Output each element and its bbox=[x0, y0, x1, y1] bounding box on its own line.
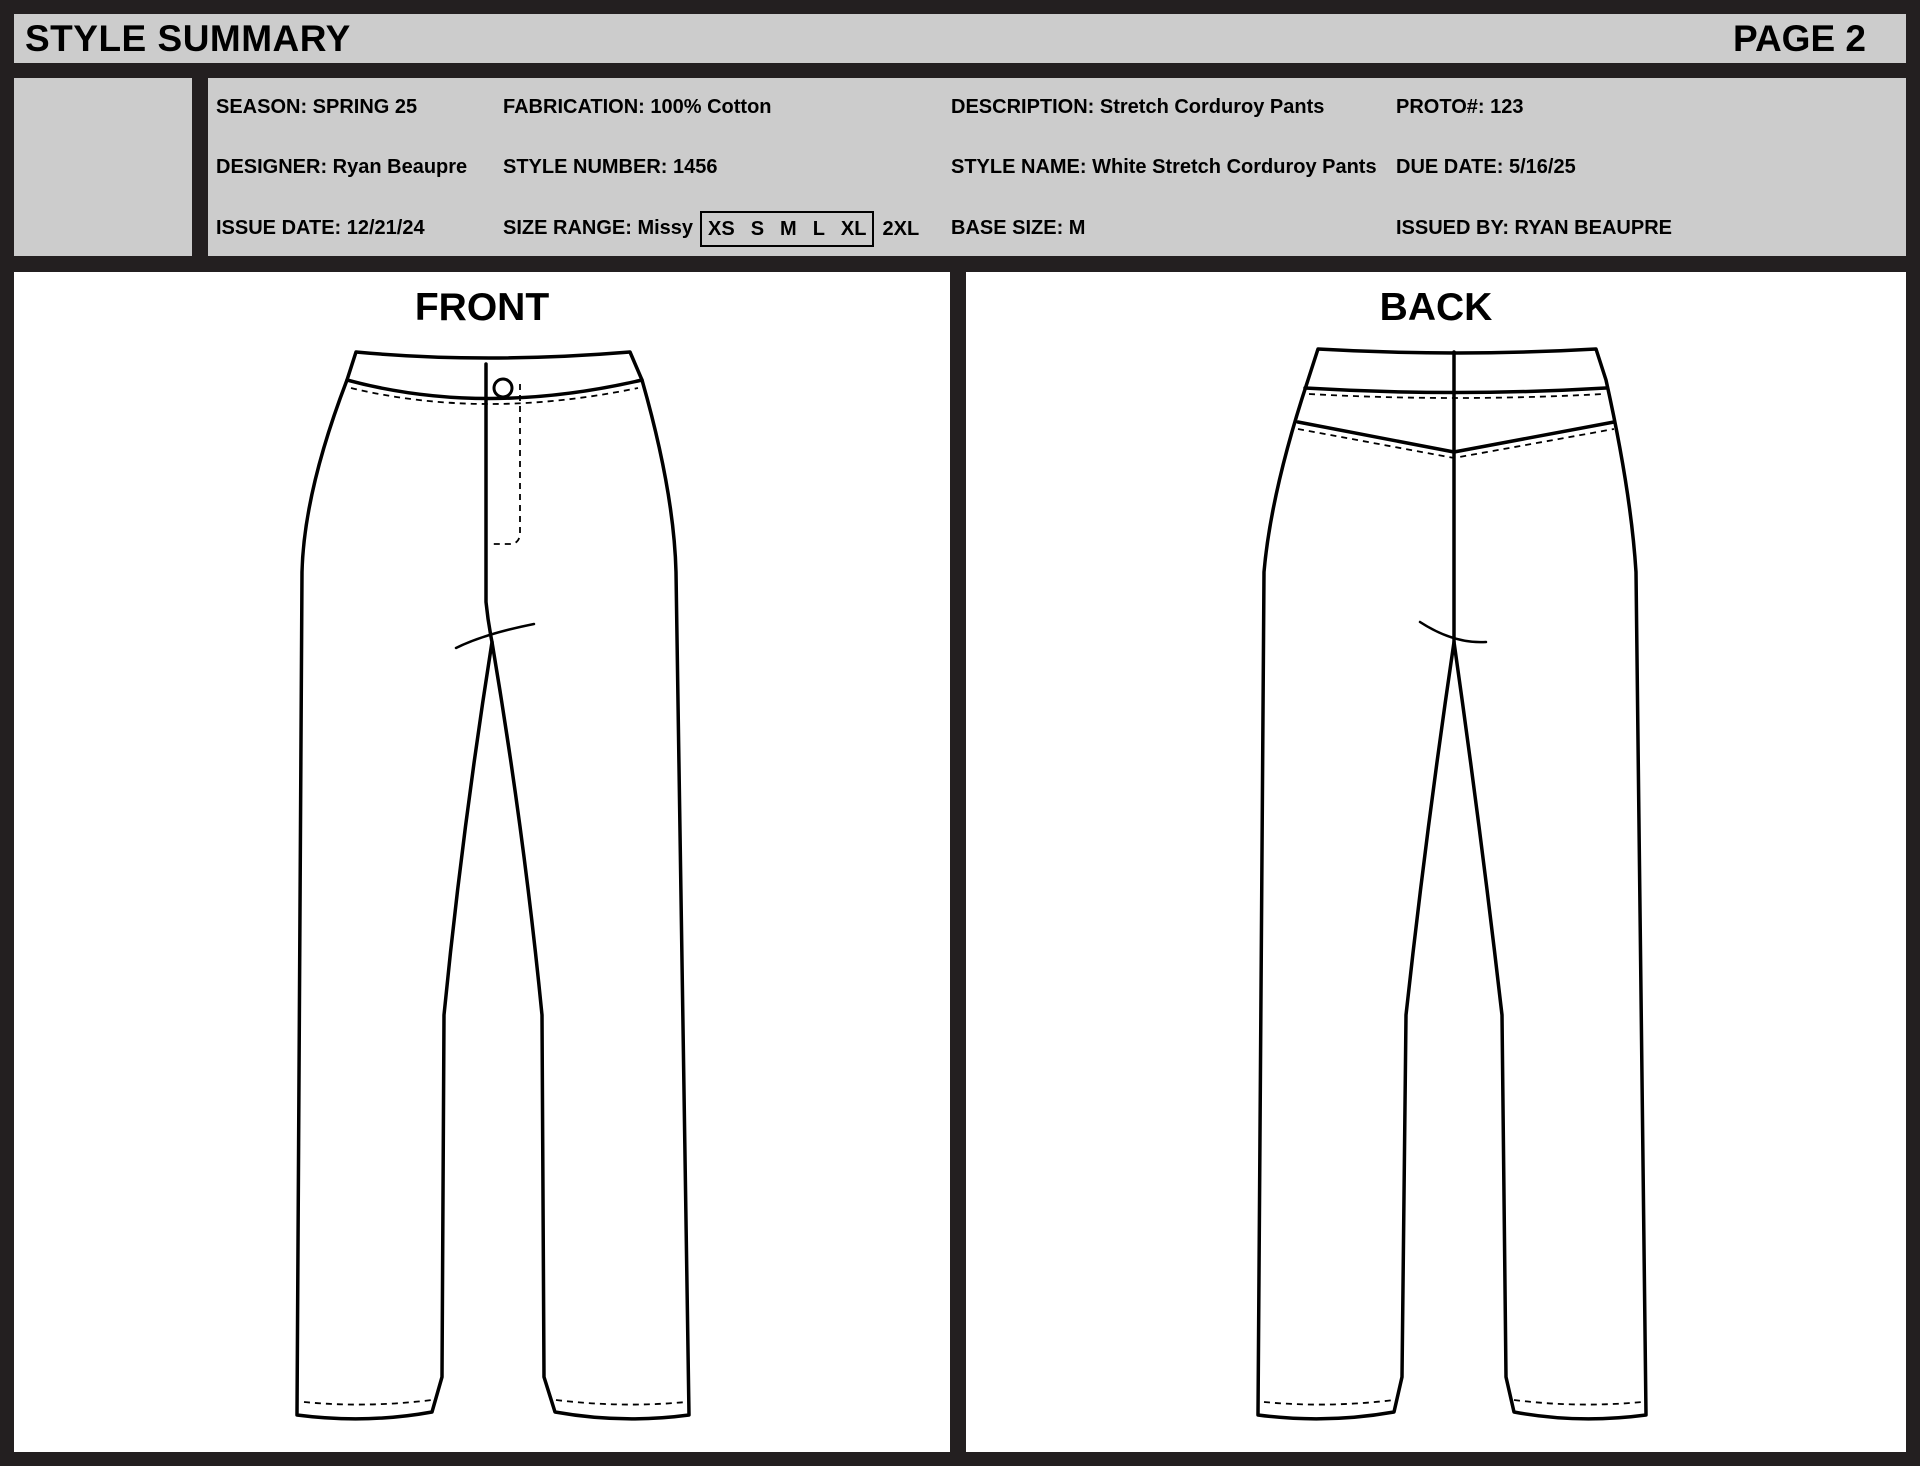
description-field: DESCRIPTION: Stretch Corduroy Pants bbox=[951, 96, 1325, 118]
issue-date-field: ISSUE DATE: 12/21/24 bbox=[216, 217, 425, 239]
size-2xl: 2XL bbox=[882, 217, 920, 240]
size-xs: XS bbox=[708, 217, 735, 240]
front-view-panel bbox=[14, 272, 950, 1452]
document-title: STYLE SUMMARY bbox=[25, 18, 351, 59]
back-pants-outline bbox=[1258, 349, 1646, 1419]
back-view-label: BACK bbox=[1379, 286, 1493, 329]
designer-field: DESIGNER: Ryan Beaupre bbox=[216, 156, 468, 178]
size-l: L bbox=[812, 217, 825, 240]
page-number: PAGE 2 bbox=[1733, 18, 1866, 59]
back-pants-flat-sketch bbox=[966, 272, 1906, 1452]
back-hem-stitch-left bbox=[1264, 1400, 1394, 1405]
back-waistband-topstitch bbox=[1309, 394, 1603, 398]
front-fly-stitch bbox=[490, 384, 520, 544]
size-s: S bbox=[750, 217, 765, 240]
season-field: SEASON: SPRING 25 bbox=[216, 96, 418, 118]
front-fly-line bbox=[486, 364, 492, 642]
front-view-label: FRONT bbox=[414, 286, 550, 329]
front-hem-stitch-right bbox=[556, 1400, 686, 1405]
issued-by-field: ISSUED BY: RYAN BEAUPRE bbox=[1396, 217, 1672, 239]
back-hem-stitch-right bbox=[1514, 1400, 1642, 1405]
front-button bbox=[494, 379, 512, 397]
front-pants-flat-sketch bbox=[14, 272, 950, 1452]
due-date-field: DUE DATE: 5/16/25 bbox=[1396, 156, 1576, 178]
base-size-field: BASE SIZE: M bbox=[951, 217, 1086, 239]
spec-info-block bbox=[208, 78, 1906, 256]
style-number-field: STYLE NUMBER: 1456 bbox=[503, 156, 718, 178]
back-yoke-stitch bbox=[1298, 429, 1614, 458]
size-list bbox=[700, 212, 919, 246]
proto-field: PROTO#: 123 bbox=[1396, 96, 1524, 118]
size-m: M bbox=[780, 217, 797, 240]
title-bar bbox=[14, 14, 1906, 63]
size-range-field: SIZE RANGE: Missy bbox=[503, 217, 694, 239]
front-pants-outline bbox=[297, 352, 689, 1419]
size-range-box bbox=[700, 211, 874, 247]
thumbnail-placeholder bbox=[14, 78, 192, 256]
style-name-field: STYLE NAME: White Stretch Corduroy Pants bbox=[951, 156, 1377, 178]
front-crotch-crease bbox=[456, 624, 534, 648]
size-xl: XL bbox=[840, 217, 867, 240]
back-view-panel bbox=[966, 272, 1906, 1452]
front-hem-stitch-left bbox=[304, 1400, 432, 1405]
fabrication-field: FABRICATION: 100% Cotton bbox=[503, 96, 772, 118]
